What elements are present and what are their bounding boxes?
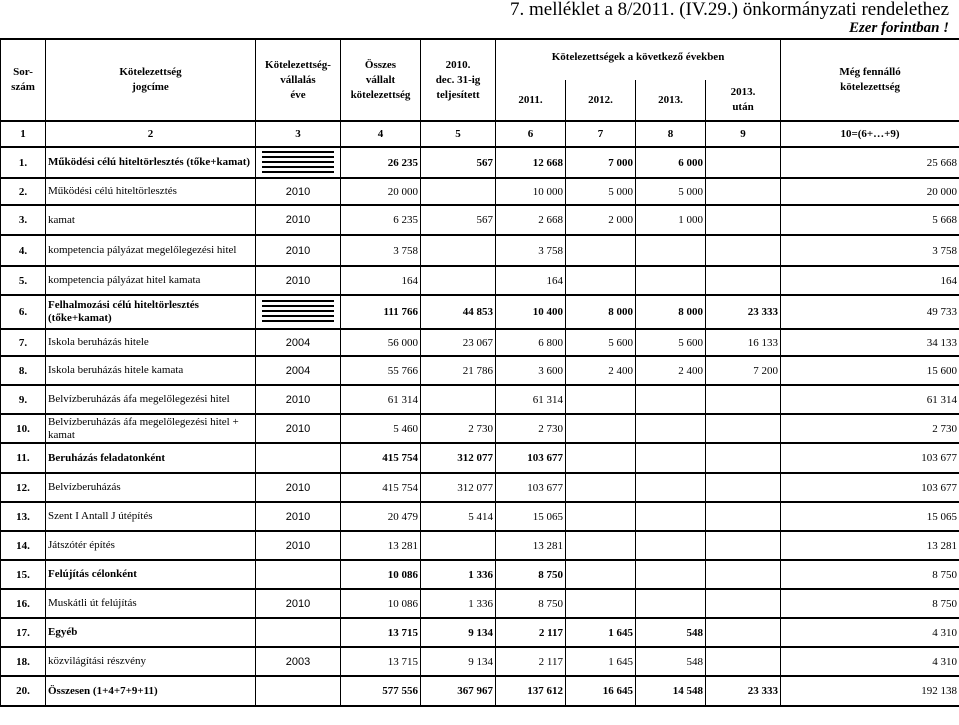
- cell-y2012: [566, 443, 636, 473]
- cell-after: [706, 443, 781, 473]
- cell-remain: 103 677: [781, 473, 959, 502]
- cell-y2013: 2 400: [636, 356, 706, 385]
- cell-y2012: [566, 473, 636, 502]
- cell-total: 20 000: [341, 178, 421, 205]
- table-row: [1, 531, 959, 560]
- table-row: [1, 178, 959, 205]
- cell-y2011: 2 117: [496, 647, 566, 676]
- cell-total: 3 758: [341, 235, 421, 266]
- table-row: [1, 385, 959, 414]
- cell-y2013: 548: [636, 647, 706, 676]
- row-year: [256, 676, 341, 706]
- cell-y2012: 2 000: [566, 205, 636, 235]
- cell-after: [706, 178, 781, 205]
- cell-remain: 8 750: [781, 589, 959, 618]
- row-year: 2010: [256, 531, 341, 560]
- cell-remain: 3 758: [781, 235, 959, 266]
- row-year: [256, 618, 341, 647]
- cell-y2011: 8 750: [496, 589, 566, 618]
- cell-y2012: [566, 385, 636, 414]
- row-number: 13.: [1, 502, 46, 531]
- row-label: Szent I Antall J útépítés: [46, 502, 256, 531]
- cell-y2011: 10 000: [496, 178, 566, 205]
- cell-paid: 21 786: [421, 356, 496, 385]
- cell-remain: 61 314: [781, 385, 959, 414]
- cell-remain: 25 668: [781, 147, 959, 178]
- cell-paid: 567: [421, 205, 496, 235]
- row-number: 4.: [1, 235, 46, 266]
- row-label: Iskola beruházás hitele kamata: [46, 356, 256, 385]
- row-number: 10.: [1, 414, 46, 443]
- row-number: 5.: [1, 266, 46, 295]
- cell-after: [706, 266, 781, 295]
- cell-paid: 9 134: [421, 647, 496, 676]
- row-number: 8.: [1, 356, 46, 385]
- cell-after: [706, 205, 781, 235]
- header-2013: 2013.: [636, 80, 706, 121]
- column-number: 4: [341, 121, 421, 147]
- header-sorszam: Sor- szám: [1, 39, 46, 121]
- row-number: 14.: [1, 531, 46, 560]
- row-number: 1.: [1, 147, 46, 178]
- table-row: [1, 356, 959, 385]
- table-row: [1, 502, 959, 531]
- cell-total: 13 281: [341, 531, 421, 560]
- cell-after: 16 133: [706, 329, 781, 356]
- cell-total: 13 715: [341, 647, 421, 676]
- cell-y2011: 137 612: [496, 676, 566, 706]
- cell-y2011: 103 677: [496, 443, 566, 473]
- row-number: 12.: [1, 473, 46, 502]
- cell-paid: 312 077: [421, 443, 496, 473]
- table-row: [1, 295, 959, 329]
- cell-after: [706, 147, 781, 178]
- cell-total: 5 460: [341, 414, 421, 443]
- cell-remain: 4 310: [781, 647, 959, 676]
- row-number: 16.: [1, 589, 46, 618]
- column-number: 7: [566, 121, 636, 147]
- cell-y2011: 6 800: [496, 329, 566, 356]
- table-row: [1, 560, 959, 589]
- row-year: [256, 295, 341, 329]
- cell-y2013: 6 000: [636, 147, 706, 178]
- cell-y2011: 12 668: [496, 147, 566, 178]
- cell-remain: 5 668: [781, 205, 959, 235]
- row-year: 2004: [256, 329, 341, 356]
- cell-total: 13 715: [341, 618, 421, 647]
- table-row: [1, 205, 959, 235]
- cell-total: 6 235: [341, 205, 421, 235]
- cell-total: 164: [341, 266, 421, 295]
- cell-remain: 20 000: [781, 178, 959, 205]
- row-year: 2004: [256, 356, 341, 385]
- row-label: Belvízberuházás áfa megelőlegezési hitel: [46, 385, 256, 414]
- cell-y2012: 1 645: [566, 647, 636, 676]
- cell-paid: 44 853: [421, 295, 496, 329]
- document-title: 7. melléklet a 8/2011. (IV.29.) önkormányzati rendelethez: [510, 0, 949, 20]
- row-label: közvilágítási részvény: [46, 647, 256, 676]
- header-teljesitett: 2010. dec. 31-ig teljesített: [421, 39, 496, 121]
- cell-y2013: 5 000: [636, 178, 706, 205]
- cell-y2013: [636, 385, 706, 414]
- cell-after: [706, 502, 781, 531]
- cell-paid: 23 067: [421, 329, 496, 356]
- table-row: [1, 589, 959, 618]
- cell-y2011: 3 600: [496, 356, 566, 385]
- cell-remain: 13 281: [781, 531, 959, 560]
- cell-y2012: 5 000: [566, 178, 636, 205]
- row-year: 2010: [256, 266, 341, 295]
- cell-remain: 15 065: [781, 502, 959, 531]
- header-2013-utan: 2013. után: [706, 80, 781, 121]
- cell-y2012: 5 600: [566, 329, 636, 356]
- cell-y2012: 8 000: [566, 295, 636, 329]
- table-row: [1, 147, 959, 178]
- row-number: 7.: [1, 329, 46, 356]
- header-osszes: Összes vállalt kötelezettség: [341, 39, 421, 121]
- cell-remain: 4 310: [781, 618, 959, 647]
- cell-paid: [421, 385, 496, 414]
- row-label: Belvízberuházás áfa megelőlegezési hitel + kamat: [46, 414, 256, 443]
- cell-paid: [421, 235, 496, 266]
- row-number: 17.: [1, 618, 46, 647]
- row-number: 15.: [1, 560, 46, 589]
- cell-y2013: [636, 502, 706, 531]
- cell-total: 55 766: [341, 356, 421, 385]
- row-year: 2010: [256, 473, 341, 502]
- cell-paid: [421, 178, 496, 205]
- cell-y2012: [566, 266, 636, 295]
- cell-y2012: 7 000: [566, 147, 636, 178]
- cell-y2011: 2 668: [496, 205, 566, 235]
- row-label: kompetencia pályázat hitel kamata: [46, 266, 256, 295]
- table-row: [1, 618, 959, 647]
- row-number: 20.: [1, 676, 46, 706]
- cell-y2012: [566, 589, 636, 618]
- cell-remain: 2 730: [781, 414, 959, 443]
- row-label: Belvízberuházás: [46, 473, 256, 502]
- cell-y2013: [636, 473, 706, 502]
- column-number: 9: [706, 121, 781, 147]
- cell-y2012: 16 645: [566, 676, 636, 706]
- header-jogcim: Kötelezettség jogcíme: [46, 39, 256, 121]
- cell-y2011: 164: [496, 266, 566, 295]
- cell-y2011: 2 730: [496, 414, 566, 443]
- cell-paid: 5 414: [421, 502, 496, 531]
- cell-y2013: [636, 531, 706, 560]
- cell-after: [706, 473, 781, 502]
- cell-y2011: 103 677: [496, 473, 566, 502]
- table-row: [1, 266, 959, 295]
- header-fennallo: Még fennálló kötelezettség: [781, 39, 959, 121]
- row-year: 2010: [256, 414, 341, 443]
- table-row: [1, 647, 959, 676]
- cell-remain: 34 133: [781, 329, 959, 356]
- cell-y2012: [566, 235, 636, 266]
- cell-y2011: 15 065: [496, 502, 566, 531]
- cell-after: 23 333: [706, 295, 781, 329]
- header-2011: 2011.: [496, 80, 566, 121]
- cell-y2012: [566, 531, 636, 560]
- header-2012: 2012.: [566, 80, 636, 121]
- cell-total: 20 479: [341, 502, 421, 531]
- row-number: 3.: [1, 205, 46, 235]
- cell-y2013: [636, 414, 706, 443]
- table-row: [1, 443, 959, 473]
- row-year: 2010: [256, 385, 341, 414]
- column-number: 2: [46, 121, 256, 147]
- cell-y2013: 8 000: [636, 295, 706, 329]
- cell-y2012: 1 645: [566, 618, 636, 647]
- cell-after: [706, 385, 781, 414]
- column-number: 10=(6+…+9): [781, 121, 959, 147]
- cell-total: 415 754: [341, 443, 421, 473]
- row-number: 18.: [1, 647, 46, 676]
- obligations-table: [0, 38, 959, 707]
- cell-y2013: [636, 235, 706, 266]
- cell-y2011: 61 314: [496, 385, 566, 414]
- cell-remain: 49 733: [781, 295, 959, 329]
- cell-y2013: 548: [636, 618, 706, 647]
- cell-y2013: 1 000: [636, 205, 706, 235]
- striped-placeholder: [262, 300, 334, 324]
- cell-after: [706, 531, 781, 560]
- cell-y2013: [636, 443, 706, 473]
- row-label: Működési célú hiteltörlesztés (tőke+kamat): [46, 147, 256, 178]
- cell-after: [706, 235, 781, 266]
- cell-y2013: [636, 266, 706, 295]
- cell-remain: 164: [781, 266, 959, 295]
- table-row: [1, 676, 959, 706]
- table-row: [1, 473, 959, 502]
- row-label: Iskola beruházás hitele: [46, 329, 256, 356]
- row-year: 2010: [256, 205, 341, 235]
- row-label: Felhalmozási célú hiteltörlesztés (tőke+kamat): [46, 295, 256, 329]
- column-number: 5: [421, 121, 496, 147]
- cell-remain: 15 600: [781, 356, 959, 385]
- cell-y2013: [636, 589, 706, 618]
- cell-total: 10 086: [341, 560, 421, 589]
- cell-total: 26 235: [341, 147, 421, 178]
- column-number-row: [1, 121, 959, 147]
- row-label: Működési célú hiteltörlesztés: [46, 178, 256, 205]
- row-year: 2003: [256, 647, 341, 676]
- row-label: Muskátli út felújítás: [46, 589, 256, 618]
- cell-paid: 367 967: [421, 676, 496, 706]
- cell-total: 61 314: [341, 385, 421, 414]
- cell-paid: [421, 266, 496, 295]
- row-year: [256, 147, 341, 178]
- cell-after: [706, 414, 781, 443]
- row-year: [256, 443, 341, 473]
- cell-after: [706, 589, 781, 618]
- cell-y2013: 5 600: [636, 329, 706, 356]
- cell-y2011: 10 400: [496, 295, 566, 329]
- cell-y2012: [566, 414, 636, 443]
- table-row: [1, 414, 959, 443]
- currency-note: Ezer forintban !: [848, 20, 949, 36]
- row-label: kompetencia pályázat megelőlegezési hitel: [46, 235, 256, 266]
- row-number: 2.: [1, 178, 46, 205]
- cell-after: 7 200: [706, 356, 781, 385]
- row-label: Felújítás célonként: [46, 560, 256, 589]
- cell-after: [706, 618, 781, 647]
- column-number: 6: [496, 121, 566, 147]
- table-body: [1, 147, 959, 706]
- cell-paid: 567: [421, 147, 496, 178]
- cell-paid: 2 730: [421, 414, 496, 443]
- cell-total: 111 766: [341, 295, 421, 329]
- cell-total: 10 086: [341, 589, 421, 618]
- row-year: [256, 560, 341, 589]
- cell-paid: [421, 531, 496, 560]
- cell-y2012: [566, 502, 636, 531]
- cell-y2011: 13 281: [496, 531, 566, 560]
- cell-total: 415 754: [341, 473, 421, 502]
- column-number: 3: [256, 121, 341, 147]
- row-label: Játszótér építés: [46, 531, 256, 560]
- row-year: 2010: [256, 235, 341, 266]
- cell-after: [706, 647, 781, 676]
- row-year: 2010: [256, 589, 341, 618]
- row-year: 2010: [256, 502, 341, 531]
- cell-y2012: 2 400: [566, 356, 636, 385]
- cell-y2011: 3 758: [496, 235, 566, 266]
- row-label: Beruházás feladatonként: [46, 443, 256, 473]
- row-number: 11.: [1, 443, 46, 473]
- table-row: [1, 329, 959, 356]
- cell-remain: 8 750: [781, 560, 959, 589]
- row-number: 9.: [1, 385, 46, 414]
- cell-paid: 9 134: [421, 618, 496, 647]
- header-eve: Kötelezettség- vállalás éve: [256, 39, 341, 121]
- cell-y2013: 14 548: [636, 676, 706, 706]
- table-row: [1, 235, 959, 266]
- cell-total: 577 556: [341, 676, 421, 706]
- cell-paid: 1 336: [421, 560, 496, 589]
- row-label: Egyéb: [46, 618, 256, 647]
- cell-paid: 1 336: [421, 589, 496, 618]
- cell-remain: 103 677: [781, 443, 959, 473]
- cell-y2013: [636, 560, 706, 589]
- column-number: 8: [636, 121, 706, 147]
- row-number: 6.: [1, 295, 46, 329]
- column-number: 1: [1, 121, 46, 147]
- cell-y2012: [566, 560, 636, 589]
- cell-remain: 192 138: [781, 676, 959, 706]
- cell-y2011: 8 750: [496, 560, 566, 589]
- row-year: 2010: [256, 178, 341, 205]
- cell-after: [706, 560, 781, 589]
- row-label: kamat: [46, 205, 256, 235]
- cell-paid: 312 077: [421, 473, 496, 502]
- row-label: Összesen (1+4+7+9+11): [46, 676, 256, 706]
- header-group-years: Kötelezettségek a következő években: [496, 39, 781, 80]
- cell-after: 23 333: [706, 676, 781, 706]
- cell-total: 56 000: [341, 329, 421, 356]
- cell-y2011: 2 117: [496, 618, 566, 647]
- striped-placeholder: [262, 151, 334, 175]
